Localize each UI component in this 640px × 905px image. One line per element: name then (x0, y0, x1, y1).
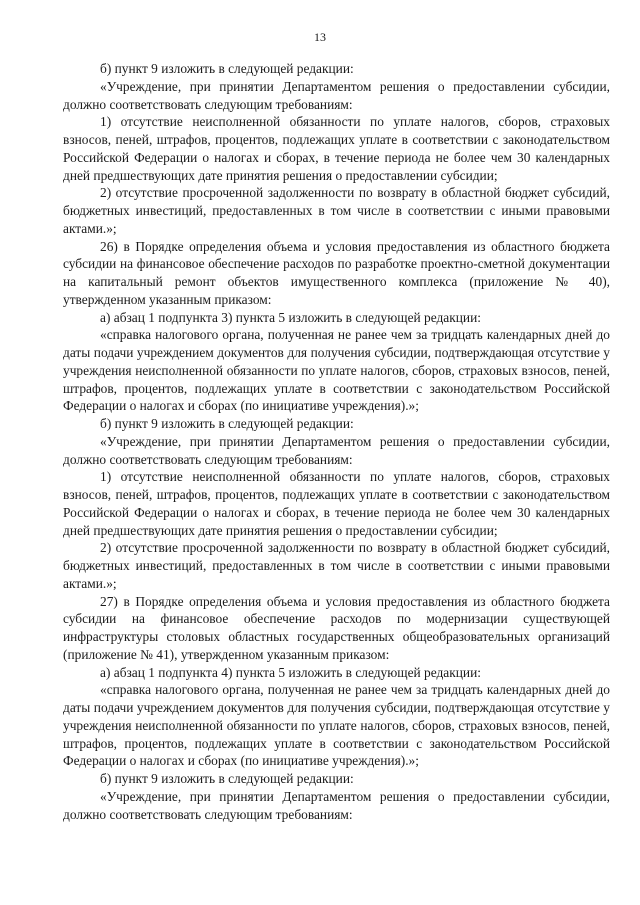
paragraph: 1) отсутствие неисполненной обязанности по уплате налогов, сборов, страховых взносов, пеней, штрафов, процентов, подлежащих уплате в соответствии с законодательством Российской Федерации о налогах и сборах, в течение периода не более чем 30 календарных дней предшествующих дате принятия решения о предоставлении субсидии; (63, 469, 610, 538)
paragraph: 1) отсутствие неисполненной обязанности по уплате налогов, сборов, страховых взносов, пеней, штрафов, процентов, подлежащих уплате в соответствии с законодательством Российской Федерации о налогах и сборах, в течение периода не более чем 30 календарных дней предшествующих дате принятия решения о предоставлении субсидии; (63, 114, 610, 183)
page-number: 13 (314, 30, 326, 44)
paragraph: 2) отсутствие просроченной задолженности по возврату в областной бюджет субсидий, бюджетных инвестиций, предоставленных в том числе в соответствии с иными правовыми актами.»; (63, 185, 610, 236)
paragraph: «Учреждение, при принятии Департаментом решения о предоставлении субсидии, должно соответствовать следующим требованиям: (63, 788, 610, 822)
paragraph: б) пункт 9 изложить в следующей редакции: (100, 61, 354, 76)
paragraph: «Учреждение, при принятии Департаментом решения о предоставлении субсидии, должно соответствовать следующим требованиям: (63, 433, 610, 467)
paragraph: а) абзац 1 подпункта 4) пункта 5 изложить в следующей редакции: (100, 664, 481, 680)
paragraph: «Учреждение, при принятии Департаментом решения о предоставлении субсидии, должно соответствовать следующим требованиям: (63, 78, 610, 112)
paragraph: 27) в Порядке определения объема и условия предоставления из областного бюджета субсидии на финансовое обеспечение расходов по модернизации существующей инфраструктуры столовых областных государственных общеобразовательных организаций (приложение № 41), утвержденном указанным приказом: (63, 593, 610, 662)
paragraph: б) пункт 9 изложить в следующей редакции: (100, 416, 354, 431)
paragraph: 2) отсутствие просроченной задолженности по возврату в областной бюджет субсидий, бюджетных инвестиций, предоставленных в том числе в соответствии с иными правовыми актами.»; (63, 540, 610, 591)
paragraph: 26) в Порядке определения объема и условия предоставления из областного бюджета субсидии на финансовое обеспечение расходов по разработке проектно-сметной документации на капитальный ремонт объектов имущественного комплекса (приложение № 40), утвержденном указанным приказом: (63, 238, 610, 307)
document-body (63, 60, 610, 823)
paragraph: «справка налогового органа, полученная не ранее чем за тридцать календарных дней до даты подачи учреждением документов для получения субсидии, подтверждающая отсутствие у учреждения неисполненной обязанности по уплате налогов, сборов, страховых взносов, пеней, штрафов, процентов, подлежащих уплате в соответствии с законодательством Российской Федерации о налогах и сборах (по инициативе учреждения).»; (63, 682, 610, 769)
paragraph: б) пункт 9 изложить в следующей редакции: (100, 771, 354, 786)
paragraph: «справка налогового органа, полученная не ранее чем за тридцать календарных дней до даты подачи учреждением документов для получения субсидии, подтверждающая отсутствие у учреждения неисполненной обязанности по уплате налогов, сборов, страховых взносов, пеней, штрафов, процентов, подлежащих уплате в соответствии с законодательством Российской Федерации о налогах и сборах (по инициативе учреждения).»; (63, 327, 610, 414)
paragraph: а) абзац 1 подпункта 3) пункта 5 изложить в следующей редакции: (100, 309, 481, 325)
